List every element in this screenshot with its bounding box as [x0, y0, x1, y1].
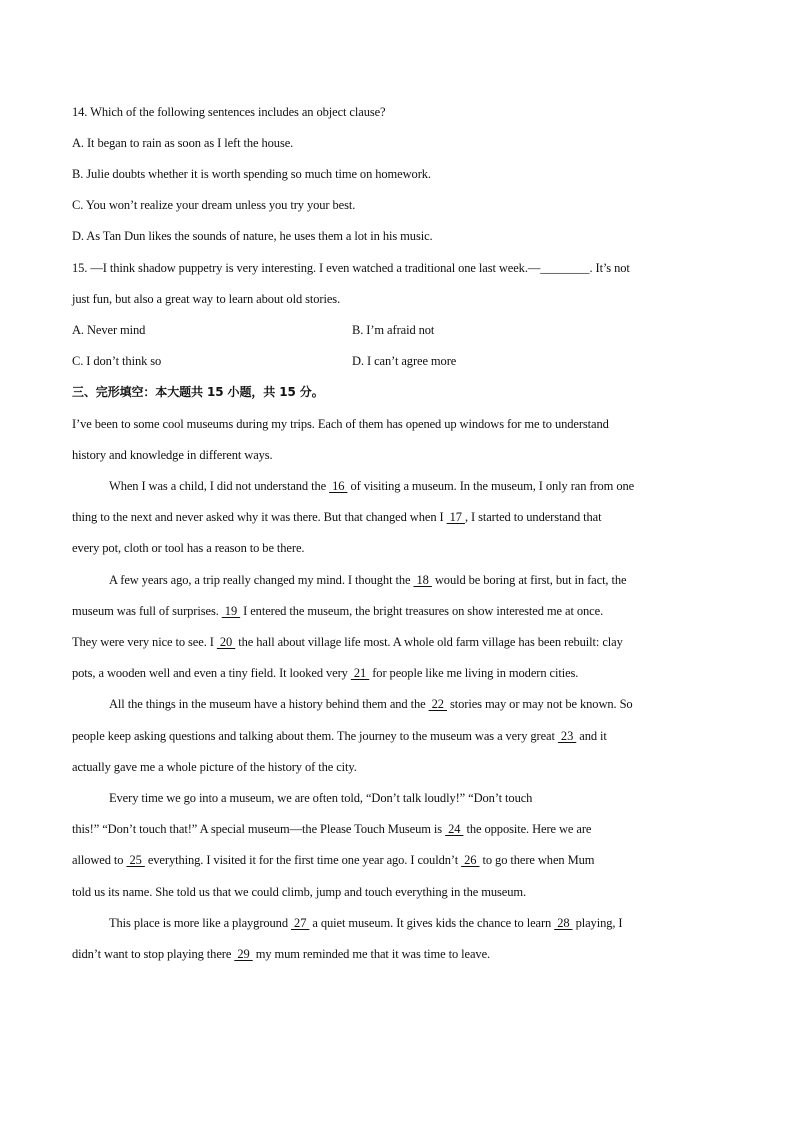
- passage-text: I entered the museum, the bright treasures on show interested me at once.: [240, 604, 604, 618]
- passage-text: of visiting a museum. In the museum, I only ran from one: [347, 479, 635, 493]
- passage-text: playing, I: [572, 916, 623, 930]
- blank-19: 19: [221, 604, 241, 618]
- passage-p6-line1: [109, 915, 724, 931]
- blank-26: 26: [461, 853, 480, 867]
- question-14-option-d: D. As Tan Dun likes the sounds of nature, he uses them a lot in his music.: [72, 229, 433, 243]
- passage-p2-line1: [109, 478, 724, 494]
- passage-p4-line3: actually gave me a whole picture of the history of the city.: [72, 760, 357, 774]
- passage-text: this!” “Don’t touch that!” A special museum—the Please Touch Museum is: [72, 822, 446, 836]
- passage-text: allowed to: [72, 853, 127, 867]
- passage-p5-line3: [72, 852, 724, 868]
- passage-text: museum was full of surprises.: [72, 604, 222, 618]
- question-15-option-a: A. Never mind: [72, 323, 146, 337]
- question-14-option-a: A. It began to rain as soon as I left the house.: [72, 136, 294, 150]
- question-14-option-b: B. Julie doubts whether it is worth spending so much time on homework.: [72, 167, 431, 181]
- question-15-blank: ________: [540, 261, 590, 275]
- blank-22: 22: [428, 697, 447, 711]
- question-15-option-c: C. I don’t think so: [72, 354, 162, 368]
- passage-text: my mum reminded me that it was time to leave.: [252, 947, 491, 961]
- passage-p3-line2: [72, 603, 724, 619]
- passage-p1-line1: I’ve been to some cool museums during my trips. Each of them has opened up windows for me to understand: [72, 417, 609, 431]
- passage-p4-line2: [72, 728, 724, 744]
- passage-text: everything. I visited it for the first time one year ago. I couldn’t: [144, 853, 462, 867]
- passage-p2-line3: every pot, cloth or tool has a reason to be there.: [72, 541, 305, 555]
- passage-text: and it: [576, 729, 607, 743]
- blank-29: 29: [234, 947, 253, 961]
- blank-25: 25: [126, 853, 145, 867]
- passage-p2-line2: [72, 509, 724, 525]
- blank-23: 23: [557, 729, 577, 743]
- passage-text: When I was a child, I did not understand the: [109, 479, 330, 493]
- passage-text: thing to the next and never asked why it was there. But that changed when I: [72, 510, 447, 524]
- blank-18: 18: [413, 573, 432, 587]
- question-15-stem-part2: . It’s not: [589, 261, 630, 275]
- passage-text: for people like me living in modern cities.: [369, 666, 579, 680]
- passage-text: a quiet museum. It gives kids the chance to learn: [309, 916, 555, 930]
- passage-p3-line4: [72, 665, 724, 681]
- passage-text: the hall about village life most. A whole old farm village has been rebuilt: clay: [235, 635, 623, 649]
- question-15-stem: [72, 260, 724, 276]
- blank-21: 21: [350, 666, 370, 680]
- passage-p5-line1: Every time we go into a museum, we are often told, “Don’t talk loudly!” “Don’t touch: [109, 791, 533, 805]
- blank-17: 17: [446, 510, 465, 524]
- passage-text: pots, a wooden well and even a tiny field. It looked very: [72, 666, 351, 680]
- passage-p1-line2: history and knowledge in different ways.: [72, 448, 273, 462]
- question-14-stem: 14. Which of the following sentences includes an object clause?: [72, 105, 386, 119]
- passage-text: to go there when Mum: [479, 853, 595, 867]
- passage-text: A few years ago, a trip really changed my mind. I thought the: [109, 573, 414, 587]
- question-15-stem-line2: just fun, but also a great way to learn about old stories.: [72, 292, 341, 306]
- passage-p3-line1: [109, 572, 724, 588]
- passage-text: , I started to understand that: [464, 510, 602, 524]
- question-15-stem-part1: 15. —I think shadow puppetry is very interesting. I even watched a traditional one last week.—: [72, 261, 541, 275]
- passage-p5-line4: told us its name. She told us that we could climb, jump and touch everything in the museum.: [72, 885, 527, 899]
- passage-text: the opposite. Here we are: [463, 822, 592, 836]
- passage-text: would be boring at first, but in fact, the: [431, 573, 627, 587]
- passage-text: people keep asking questions and talking about them. The journey to the museum was a very great: [72, 729, 558, 743]
- passage-p3-line3: [72, 634, 724, 650]
- passage-text: didn’t want to stop playing there: [72, 947, 235, 961]
- passage-p4-line1: [109, 696, 724, 712]
- passage-text: All the things in the museum have a history behind them and the: [109, 697, 429, 711]
- question-15-option-d: D. I can’t agree more: [352, 354, 457, 368]
- section-3-heading: 三、完形填空：本大题共 15 小题，共 15 分。: [72, 385, 324, 399]
- passage-text: This place is more like a playground: [109, 916, 292, 930]
- blank-24: 24: [445, 822, 464, 836]
- passage-p6-line2: [72, 946, 724, 962]
- question-15-option-b: B. I’m afraid not: [352, 323, 435, 337]
- blank-27: 27: [291, 916, 310, 930]
- passage-p5-line2: [72, 821, 724, 837]
- blank-28: 28: [554, 916, 573, 930]
- blank-16: 16: [329, 479, 348, 493]
- passage-text: stories may or may not be known. So: [446, 697, 633, 711]
- passage-text: They were very nice to see. I: [72, 635, 217, 649]
- blank-20: 20: [216, 635, 236, 649]
- question-14-option-c: C. You won’t realize your dream unless you try your best.: [72, 198, 356, 212]
